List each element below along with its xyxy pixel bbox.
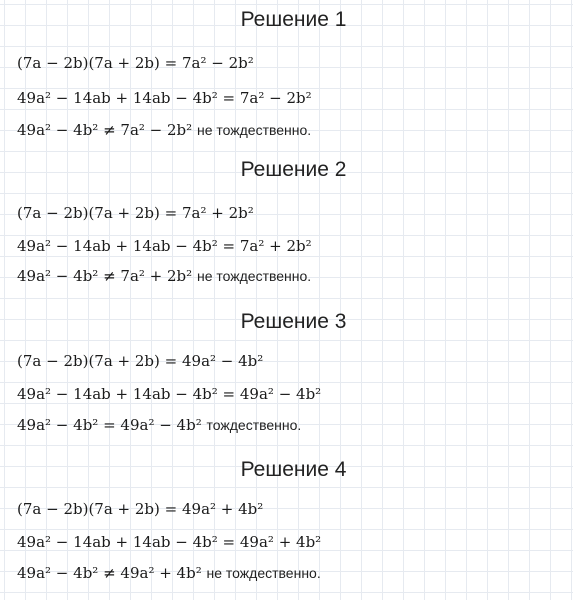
solution-title: Решение 2 [240, 158, 347, 181]
conclusion-text: тождественно. [206, 417, 302, 433]
equation-text: 49a² − 14ab + 14ab − 4b² = 49a² + 4b² [17, 533, 322, 551]
equation-line [17, 202, 254, 224]
equation-line [17, 265, 311, 287]
equation-text: (7a − 2b)(7a + 2b) = 49a² + 4b² [17, 500, 264, 518]
equation-text: 49a² − 14ab + 14ab − 4b² = 7a² + 2b² [17, 237, 312, 255]
equation-text: 49a² − 4b² ≠ 49a² + 4b² [17, 564, 202, 582]
solution-title: Решение 1 [240, 8, 347, 31]
equation-line [17, 383, 321, 405]
equation-line [17, 414, 301, 436]
conclusion-text: не тождественно. [206, 565, 321, 581]
solution-title: Решение 4 [240, 458, 347, 481]
equation-text: (7a − 2b)(7a + 2b) = 7a² − 2b² [17, 54, 254, 72]
solution-title: Решение 3 [240, 310, 347, 333]
equation-line [17, 350, 263, 372]
equation-text: 49a² − 4b² = 49a² − 4b² [17, 416, 202, 434]
equation-line [17, 87, 312, 109]
equation-line [17, 52, 254, 74]
equation-text: 49a² − 14ab + 14ab − 4b² = 7a² − 2b² [17, 89, 312, 107]
equation-text: (7a − 2b)(7a + 2b) = 7a² + 2b² [17, 204, 254, 222]
equation-line [17, 119, 311, 141]
equation-line [17, 498, 263, 520]
equation-line [17, 235, 312, 257]
equation-text: 49a² − 14ab + 14ab − 4b² = 49a² − 4b² [17, 385, 322, 403]
equation-line [17, 531, 321, 553]
equation-line [17, 562, 321, 584]
conclusion-text: не тождественно. [196, 122, 312, 138]
equation-text: (7a − 2b)(7a + 2b) = 49a² − 4b² [17, 352, 264, 370]
conclusion-text: не тождественно. [196, 268, 312, 284]
equation-text: 49a² − 4b² ≠ 7a² − 2b² [17, 121, 193, 139]
equation-text: 49a² − 4b² ≠ 7a² + 2b² [17, 267, 193, 285]
